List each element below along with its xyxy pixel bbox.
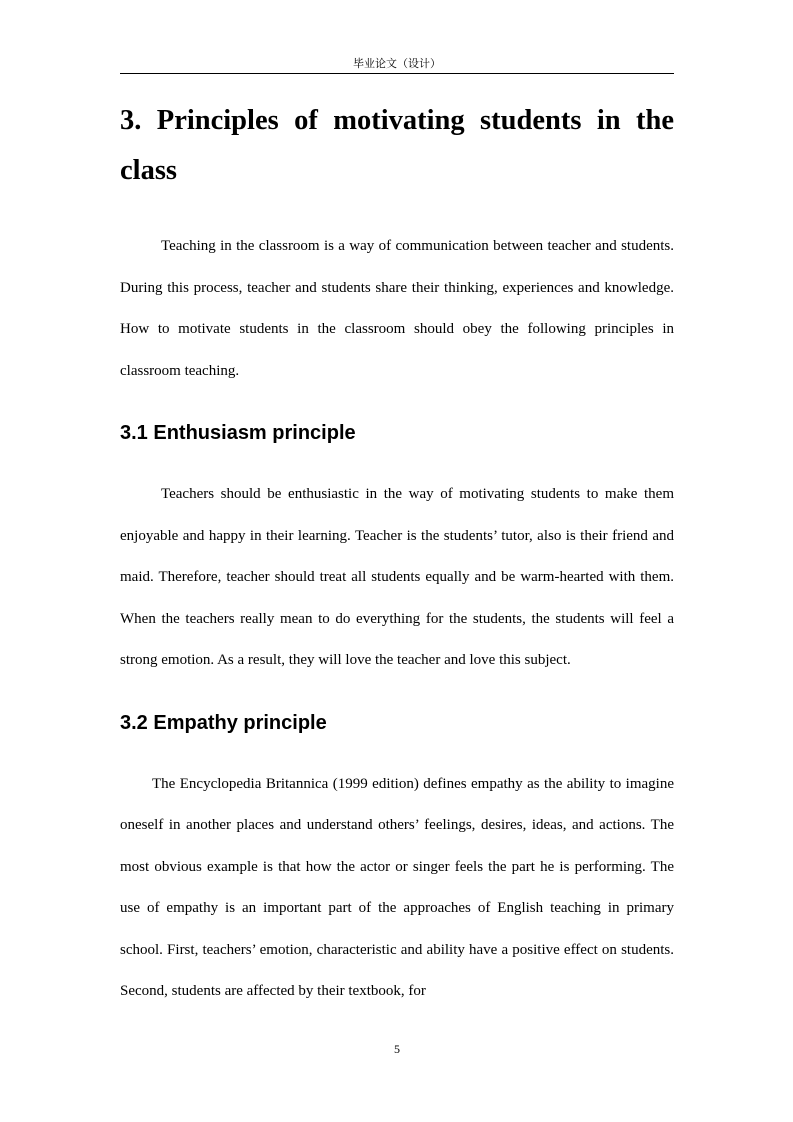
section-heading-enthusiasm: 3.1 Enthusiasm principle: [120, 422, 356, 444]
chapter-title: 3. Principles of motivating students in the class: [120, 105, 674, 186]
page-number: 5: [394, 1042, 400, 1056]
section-paragraph-enthusiasm: Teachers should be enthusiastic in the way of motivating students to make them enjoyable and happy in their learning. Teacher is the students’ tutor, also is their friend and maid. Therefore, teacher should treat all students equally and be warm-hearted with them. When the teachers really mean to do everything for the students, the students will feel a strong emotion. As a result, they will love the teacher and love this subject.: [120, 486, 674, 668]
running-header: 毕业论文（设计）: [353, 57, 441, 70]
section-heading-empathy: 3.2 Empathy principle: [120, 711, 327, 734]
chapter-intro-paragraph: Teaching in the classroom is a way of communication between teacher and students. During this process, teacher and students share their thinking, experiences and knowledge. How to motivate students in the classroom should obey the following principles in classroom teaching.: [120, 238, 674, 379]
section-paragraph-empathy: The Encyclopedia Britannica (1999 edition) defines empathy as the ability to imagine oneself in another places and understand others’ feelings, desires, ideas, and actions. The most obvious example is that how the actor or singer feels the part he is performing. The use of empathy is an important part of the approaches of English teaching in primary school. First, teachers’ emotion, characteristic and ability have a positive effect on students. Second, students are affected by their textbook, for: [120, 775, 674, 999]
header-rule: [120, 73, 674, 74]
page-content: [120, 96, 674, 1013]
